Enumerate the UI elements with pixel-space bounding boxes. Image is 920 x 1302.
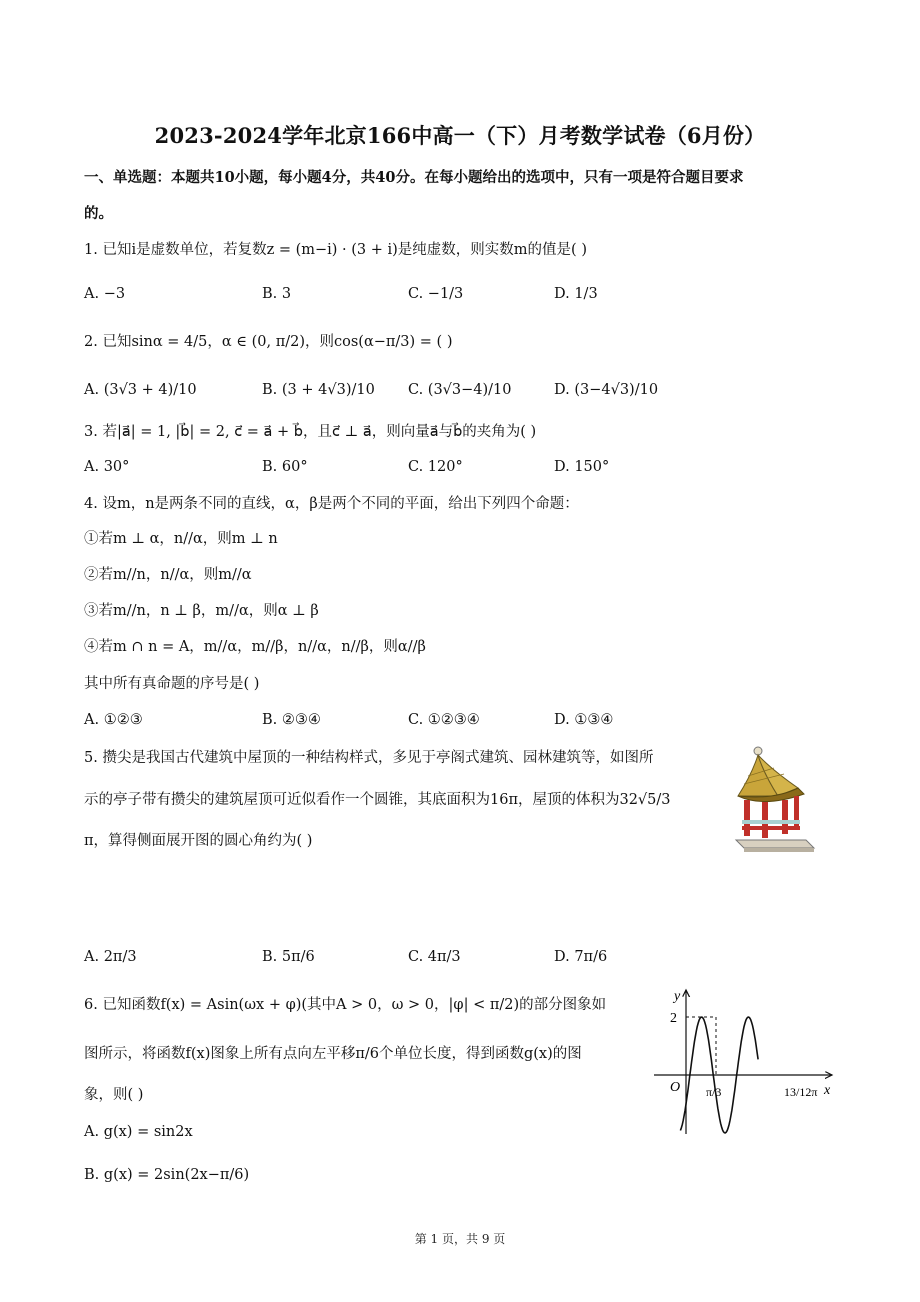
q4-prompt: 其中所有真命题的序号是( ) (84, 676, 260, 692)
page-title: 2023-2024学年北京166中高一（下）月考数学试卷（6月份） (154, 123, 766, 148)
q1-option-b: B. 3 (262, 286, 292, 302)
max-value-label: 2 (670, 1011, 677, 1026)
question-6: 6. 已知函数f(x) = Asin(ωx + φ)(其中A > 0，ω > 0，|φ| < π/2)的部分图象如 (84, 997, 607, 1013)
q5-option-b: B. 5π/6 (262, 949, 315, 965)
q3-option-a: A. 30° (84, 459, 130, 475)
question-5: 5. 攒尖是我国古代建筑中屋顶的一种结构样式，多见于亭阁式建筑、园林建筑等，如图所 (84, 750, 654, 766)
q1-option-a: A. −3 (84, 286, 126, 302)
q5-option-c: C. 4π/3 (408, 949, 461, 965)
x-axis-label: x (824, 1083, 831, 1098)
pavilion-illustration (734, 744, 826, 862)
q1-option-c: C. −1/3 (408, 286, 464, 302)
question-2: 2. 已知sinα = 4/5，α ∈ (0, π/2)，则cos(α−π/3) = ( ) (84, 334, 453, 350)
q4-option-d: D. ①③④ (554, 712, 614, 728)
q1-option-d: D. 1/3 (554, 286, 598, 302)
origin-label: O (670, 1080, 681, 1095)
q2-option-d: D. (3−4√3)/10 (554, 382, 659, 398)
tick-pi-over-3: π/3 (706, 1085, 722, 1099)
q5-option-a: A. 2π/3 (84, 949, 137, 965)
y-axis-label: y (674, 989, 681, 1004)
q4-proposition-1: ①若m ⊥ α，n//α，则m ⊥ n (84, 531, 278, 547)
q3-option-b: B. 60° (262, 459, 308, 475)
question-6-line-2: 图所示，将函数f(x)图象上所有点向左平移π/6个单位长度，得到函数g(x)的图 (84, 1046, 582, 1062)
function-graph (650, 984, 840, 1140)
page-footer: 第 1 页，共 9 页 (414, 1232, 506, 1246)
q6-option-a: A. g(x) = sin2x (84, 1124, 193, 1140)
q4-option-b: B. ②③④ (262, 712, 321, 728)
q5-option-d: D. 7π/6 (554, 949, 608, 965)
tick-13-over-12-pi: 13/12π (784, 1085, 818, 1099)
question-5-line-3: π，算得侧面展开图的圆心角约为( ) (84, 833, 313, 849)
question-1: 1. 已知i是虚数单位，若复数z = (m−i) · (3 + i)是纯虚数，则实数m的值是( ) (84, 242, 587, 258)
section-heading-cont: 的。 (84, 205, 113, 222)
question-5-line-2: 示的亭子带有攒尖的建筑屋顶可近似看作一个圆锥，其底面积为16π，屋顶的体积为32√5/3 (84, 792, 671, 808)
q4-proposition-3: ③若m//n，n ⊥ β，m//α，则α ⊥ β (84, 603, 319, 619)
question-4: 4. 设m，n是两条不同的直线，α，β是两个不同的平面，给出下列四个命题： (84, 496, 579, 512)
q4-proposition-2: ②若m//n，n//α，则m//α (84, 567, 252, 583)
q4-option-a: A. ①②③ (84, 712, 143, 728)
q6-option-b: B. g(x) = 2sin(2x−π/6) (84, 1167, 250, 1183)
q2-option-b: B. (3 + 4√3)/10 (262, 382, 375, 398)
q4-option-c: C. ①②③④ (408, 712, 480, 728)
q2-option-a: A. (3√3 + 4)/10 (84, 382, 197, 398)
question-6-line-3: 象，则( ) (84, 1087, 144, 1103)
question-3: 3. 若|a⃗| = 1, |b⃗| = 2, c⃗ = a⃗ + b⃗，且c⃗ ⊥ a⃗，则向量a⃗与b⃗的夹角为( ) (84, 424, 537, 440)
q2-option-c: C. (3√3−4)/10 (408, 382, 512, 398)
section-heading: 一、单选题：本题共10小题，每小题4分，共40分。在每小题给出的选项中，只有一项是符合题目要求 (84, 169, 744, 186)
q4-proposition-4: ④若m ∩ n = A，m//α，m//β，n//α，n//β，则α//β (84, 639, 426, 655)
q3-option-d: D. 150° (554, 459, 610, 475)
q3-option-c: C. 120° (408, 459, 463, 475)
